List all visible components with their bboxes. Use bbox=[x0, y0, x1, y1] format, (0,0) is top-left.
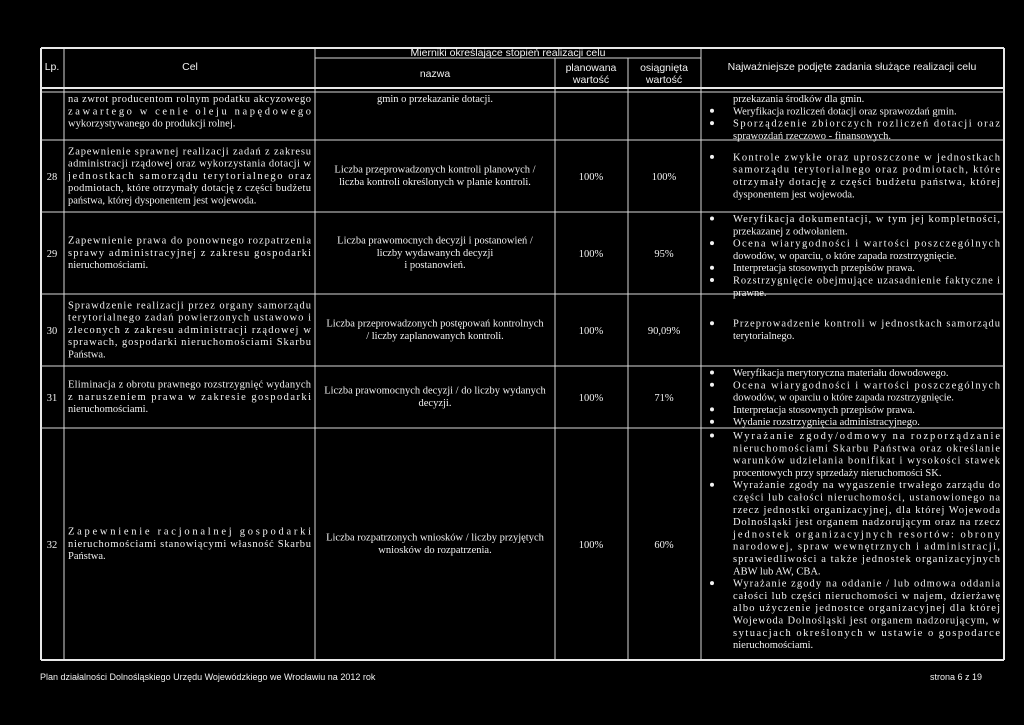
task-line: Wyrażanie zgody/odmowy na rozporządzanie bbox=[733, 431, 1000, 442]
row-cel-line: Zapewnienie sprawnej realizacji zadań z zakresu bbox=[68, 146, 311, 158]
row-lp: 30 bbox=[46, 326, 58, 337]
task-line: sytuacjach określonych w ustawie o gospodarce bbox=[733, 627, 1000, 639]
row-cel-line: nieruchomościami stanowiącymi własność Skarbu bbox=[68, 538, 311, 550]
bullet-icon bbox=[710, 483, 714, 487]
task-line: Dolnośląski jest organem nadzorującym oraz na rzecz bbox=[733, 517, 1000, 529]
row-miernik-line: Liczba przeprowadzonych postępowań kontrolnych bbox=[326, 318, 544, 330]
row-miernik-line: Liczba prawomocnych decyzji i postanowień / bbox=[337, 235, 533, 247]
table-row bbox=[47, 300, 1001, 360]
task-line: jednostek organizacyjnych resortów: obrony bbox=[733, 529, 1000, 541]
task-line: Interpretacja stosownych przepisów prawa. bbox=[733, 404, 915, 416]
row-cel-line: wykorzystywanego do produkcji rolnej. bbox=[68, 118, 236, 130]
task-line: warunków udzielania bonifikat i wysokości stawek bbox=[733, 455, 1000, 467]
row-planowana-value: 100% bbox=[578, 540, 604, 551]
row-cel-line: sprawy administracyjnej z zakresu gospodarki bbox=[68, 247, 311, 259]
bullet-icon bbox=[710, 121, 714, 125]
row-osiagnieta-value: 100% bbox=[651, 172, 677, 183]
row-cel-line: Państwa. bbox=[68, 551, 106, 563]
task-line: Wyrażanie zgody na oddanie / lub odmowa oddania bbox=[733, 578, 1000, 590]
row-miernik-line: Liczba prawomocnych decyzji / do liczby wydanych bbox=[324, 385, 546, 397]
task-item bbox=[710, 405, 915, 416]
row-miernik-line: decyzji. bbox=[418, 398, 452, 409]
task-line: Wojewoda Dolnośląski jest organem nadzorującym, w bbox=[733, 615, 1000, 627]
table-header bbox=[45, 47, 977, 86]
bullet-icon bbox=[710, 217, 714, 221]
row-planowana-value: 100% bbox=[578, 326, 604, 337]
row-cel-line: sprawach, gospodarki nieruchomościami Skarbu bbox=[68, 337, 311, 349]
task-item bbox=[710, 214, 1000, 237]
row-osiagnieta-value: 60% bbox=[654, 540, 674, 551]
row-osiagnieta-value: 95% bbox=[654, 249, 674, 260]
row-cel-line: terytorialnego zadań powierzonych ustawowo i bbox=[68, 312, 311, 324]
bullet-icon bbox=[710, 420, 714, 424]
task-line: prawne. bbox=[733, 287, 767, 299]
header-osiagnieta-wartosc: wartość bbox=[645, 74, 683, 86]
header-zadania: Najważniejsze podjęte zadania służące realizacji celu bbox=[727, 61, 977, 73]
table-row bbox=[47, 214, 1001, 299]
task-line: Wyrażanie zgody na wygaszenie trwałego zarządu do bbox=[733, 480, 1000, 492]
row-osiagnieta-value: 90,09% bbox=[647, 326, 681, 337]
task-line: dowodów, w oparciu, o które zapada rozstrzygnięcie. bbox=[733, 250, 957, 262]
bullet-icon bbox=[710, 407, 714, 411]
row-cel-line: Państwa. bbox=[68, 349, 106, 361]
row-cel-line: na zwrot producentom rolnym podatku akcyzowego bbox=[68, 94, 311, 105]
header-planowana: planowana bbox=[565, 62, 617, 74]
row-miernik-line: i postanowień. bbox=[404, 260, 466, 272]
header-planowana-wartosc: wartość bbox=[572, 74, 610, 86]
row-cel-line: jednostkach samorządu terytorialnego oraz bbox=[68, 170, 311, 182]
task-line: części lub całości nieruchomości, ustanowionego na bbox=[733, 492, 1000, 504]
header-cel: Cel bbox=[182, 61, 198, 73]
task-line: dowodów, w oparciu o które zapada rozstrzygnięcie. bbox=[733, 392, 954, 404]
row-miernik-line: Liczba przeprowadzonych kontroli planowych / bbox=[334, 164, 536, 176]
row-cel-line: zleconych z zakresu administracji rządowej w bbox=[68, 324, 311, 336]
table-row bbox=[47, 146, 1001, 206]
bullet-icon bbox=[710, 155, 714, 159]
task-line: Interpretacja stosownych przepisów prawa. bbox=[733, 263, 915, 275]
row-miernik-line: wniosków do rozpatrzenia. bbox=[378, 545, 492, 556]
row-cel-line: Zapewnienie racjonalnej gospodarki bbox=[68, 526, 311, 538]
row-planowana-value: 100% bbox=[578, 172, 604, 183]
bullet-icon bbox=[710, 581, 714, 585]
task-line: narodowej, spraw wewnętrznych i administracji, bbox=[733, 541, 1000, 553]
task-line: dysponentem jest wojewoda. bbox=[733, 189, 855, 201]
row-lp: 29 bbox=[46, 249, 58, 260]
bullet-icon bbox=[710, 278, 714, 282]
task-line: Rozstrzygnięcie obejmujące uzasadnienie faktyczne i bbox=[733, 275, 1000, 287]
task-item bbox=[710, 119, 1000, 142]
task-line: ABW lub AW, CBA. bbox=[733, 566, 821, 578]
task-line: Wydanie rozstrzygnięcia administracyjnego. bbox=[733, 417, 920, 429]
row-miernik-line: liczby wydawanych decyzji bbox=[376, 247, 494, 259]
bullet-icon bbox=[710, 266, 714, 270]
row-cel-line: z naruszeniem prawa w zakresie gospodarki bbox=[68, 391, 311, 403]
row-cel-line: Sprawdzenie realizacji przez organy samorządu bbox=[68, 300, 311, 312]
task-line: albo użyczenie jednostce organizacyjnej dla której bbox=[733, 603, 1000, 615]
row-lp: 32 bbox=[46, 540, 58, 551]
header-lp: Lp. bbox=[44, 61, 60, 73]
task-item bbox=[710, 368, 948, 379]
task-item bbox=[710, 417, 920, 428]
task-line: procentowych przy sprzedaży nieruchomości SK. bbox=[733, 467, 942, 479]
footer-title: Plan działalności Dolnośląskiego Urzędu Wojewódzkiego we Wrocławiu na 2012 rok bbox=[40, 672, 376, 682]
task-item bbox=[710, 239, 1001, 262]
task-line: rzecz jednostki organizacyjnej, dla której Wojewoda bbox=[733, 504, 1000, 516]
footer-page-number: strona 6 z 19 bbox=[929, 672, 982, 682]
table-row bbox=[47, 431, 1001, 651]
task-item bbox=[710, 431, 1001, 479]
page-footer bbox=[40, 672, 982, 682]
row-miernik-line: gmin o przekazanie dotacji. bbox=[376, 94, 494, 105]
task-item bbox=[710, 480, 1001, 577]
table-body bbox=[47, 94, 1001, 651]
task-line: Weryfikacja merytoryczna materiału dowodowego. bbox=[733, 368, 949, 379]
header-osiagnieta: osiągnięta bbox=[640, 62, 688, 74]
task-line: nieruchomościami Skarbu Państwa oraz określanie bbox=[733, 443, 1000, 455]
task-item bbox=[710, 380, 1001, 403]
bullet-icon bbox=[710, 321, 714, 325]
bullet-icon bbox=[710, 241, 714, 245]
row-cel-line: administracji rządowej oraz wykorzystania dotacji w bbox=[68, 158, 311, 170]
header-mierniki: Mierniki określające stopień realizacji celu bbox=[410, 47, 606, 59]
task-item bbox=[710, 152, 1001, 200]
task-item bbox=[710, 263, 915, 274]
task-item bbox=[710, 106, 957, 117]
task-line: sprawozdań rzeczowo - finansowych. bbox=[733, 130, 892, 142]
task-line: samorządu terytorialnego oraz podmiotach, które bbox=[733, 164, 1000, 176]
row-cel-line: nieruchomościami. bbox=[68, 260, 149, 272]
row-cel-line: nieruchomościami. bbox=[68, 404, 149, 416]
row-planowana-value: 100% bbox=[578, 249, 604, 260]
task-line: terytorialnego. bbox=[733, 331, 795, 342]
task-line: Weryfikacja rozliczeń dotacji oraz sprawozdań gmin. bbox=[733, 106, 957, 118]
table-row bbox=[47, 368, 1001, 428]
row-lp: 28 bbox=[46, 172, 58, 183]
bullet-icon bbox=[710, 109, 714, 113]
task-line: Ocena wiarygodności i wartości poszczególnych bbox=[733, 238, 1000, 250]
row-osiagnieta-value: 71% bbox=[654, 393, 674, 404]
task-item bbox=[710, 276, 1000, 299]
task-item bbox=[710, 319, 1001, 342]
bullet-icon bbox=[710, 371, 714, 375]
task-line: nieruchomościami. bbox=[733, 640, 814, 652]
row-cel-line: zawartego w cenie oleju napędowego bbox=[68, 106, 311, 118]
task-line: Weryfikacja dokumentacji, w tym jej kompletności, bbox=[733, 214, 1000, 225]
row-cel-line: Eliminacja z obrotu prawnego rozstrzygnięć wydanych bbox=[68, 379, 311, 391]
header-nazwa: nazwa bbox=[419, 68, 451, 80]
bullet-icon bbox=[710, 434, 714, 438]
row-cel-line: Zapewnienie prawa do ponownego rozpatrzenia bbox=[68, 235, 311, 247]
task-line: przekazania środków dla gmin. bbox=[733, 94, 865, 105]
task-item bbox=[733, 94, 864, 105]
row-cel-line: podmiotach, które otrzymały dotację z części budżetu bbox=[68, 183, 311, 195]
task-line: Kontrole zwykłe oraz uproszczone w jednostkach bbox=[733, 152, 1000, 164]
row-miernik-line: Liczba rozpatrzonych wniosków / liczby przyjętych bbox=[326, 532, 544, 544]
row-miernik-line: liczba kontroli określonych w planie kontroli. bbox=[339, 177, 531, 188]
row-lp: 31 bbox=[46, 393, 58, 404]
row-miernik-line: / liczby zaplanowanych kontroli. bbox=[366, 331, 504, 342]
bullet-icon bbox=[710, 383, 714, 387]
task-line: Ocena wiarygodności i wartości poszczególnych bbox=[733, 380, 1000, 392]
table-row bbox=[68, 94, 1000, 142]
task-line: przekazanej z odwołaniem. bbox=[733, 226, 848, 238]
task-line: Przeprowadzenie kontroli w jednostkach samorządu bbox=[733, 318, 1000, 330]
task-item bbox=[710, 579, 1000, 652]
task-line: otrzymały dotację z części budżetu państwa, której bbox=[733, 177, 1000, 188]
row-planowana-value: 100% bbox=[578, 393, 604, 404]
task-line: sprawiedliwości a także jednostek organizacyjnych bbox=[733, 554, 1000, 565]
task-line: Sporządzenie zbiorczych rozliczeń dotacji oraz bbox=[733, 118, 1000, 130]
task-line: całości lub części nieruchomości w najem, dzierżawę bbox=[733, 590, 1000, 602]
row-cel-line: państwa, której dysponentem jest wojewoda. bbox=[68, 195, 257, 207]
